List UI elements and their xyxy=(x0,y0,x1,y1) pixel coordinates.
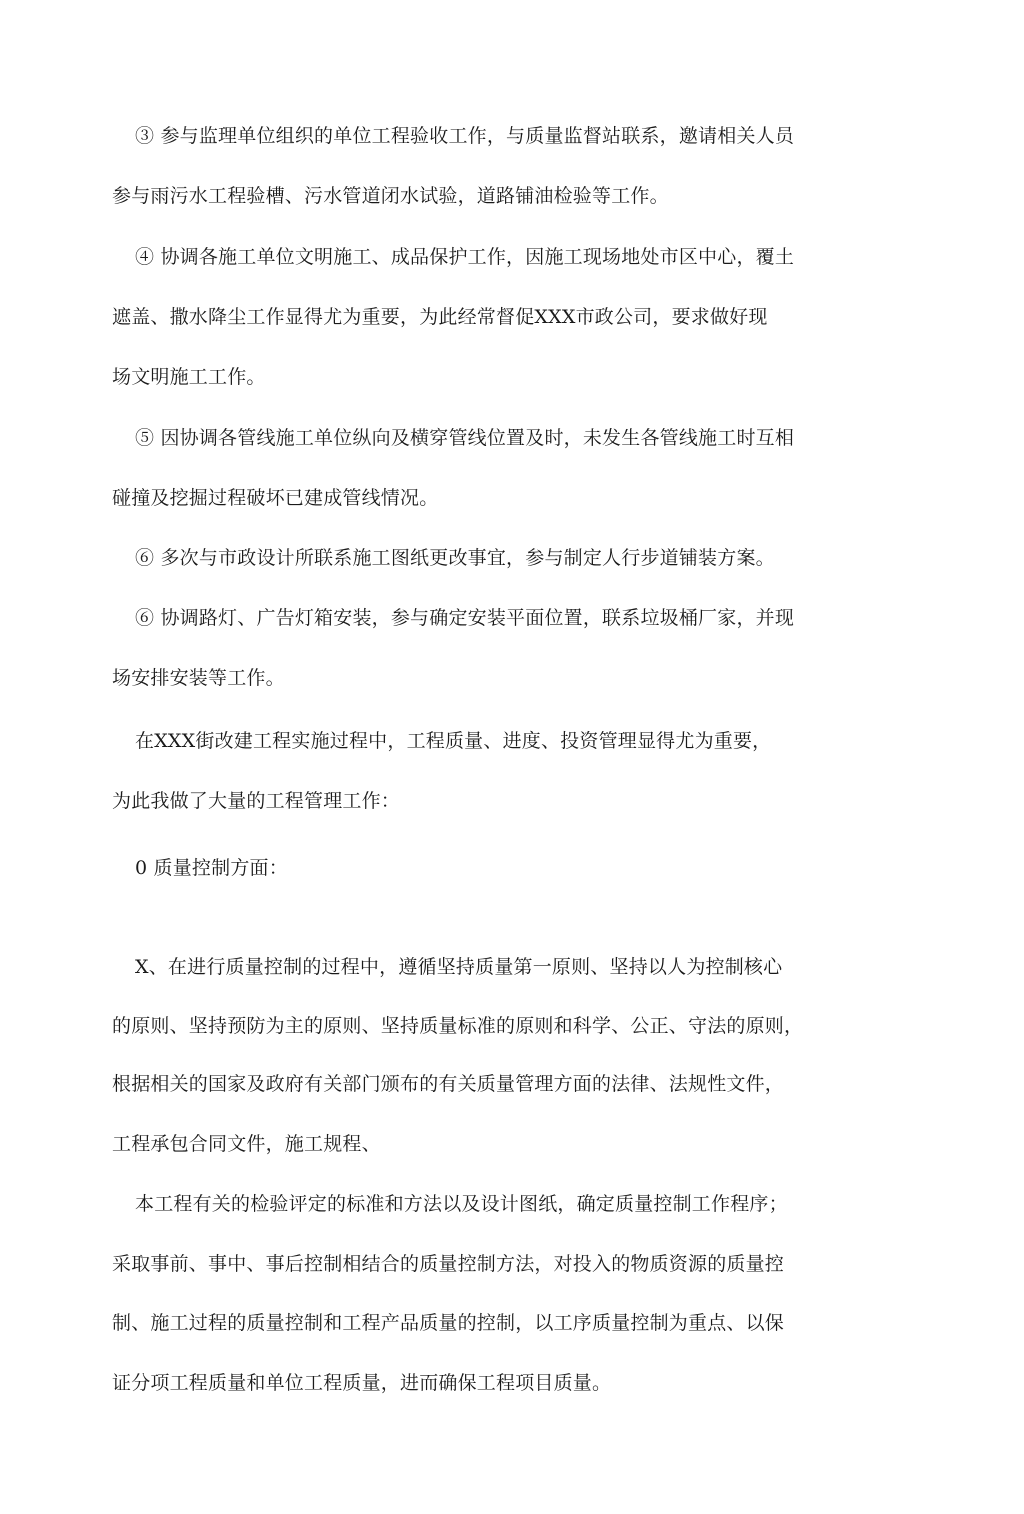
paragraph-10-line-3: 制、施工过程的质量控制和工程产品质量的控制，以工序质量控制为重点、以保 xyxy=(112,1312,785,1334)
paragraph-3-line-1: ③ 参与监理单位组织的单位工程验收工作，与质量监督站联系，邀请相关人员 xyxy=(135,125,795,147)
section-heading-quality: 0 质量控制方面： xyxy=(135,857,288,879)
paragraph-9-line-4: 工程承包合同文件，施工规程、 xyxy=(112,1133,381,1155)
paragraph-6-line-1: ⑥ 多次与市政设计所联系施工图纸更改事宜，参与制定人行步道铺装方案。 xyxy=(135,547,775,569)
paragraph-4-line-2: 遮盖、撒水降尘工作显得尤为重要，为此经常督促XXX市政公司，要求做好现 xyxy=(112,306,768,328)
paragraph-7-line-1: ⑥ 协调路灯、广告灯箱安装，参与确定安装平面位置，联系垃圾桶厂家，并现 xyxy=(135,607,795,629)
paragraph-9-line-2: 的原则、坚持预防为主的原则、坚持质量标准的原则和科学、公正、守法的原则， xyxy=(112,1015,804,1037)
paragraph-8-line-2: 为此我做了大量的工程管理工作： xyxy=(112,790,401,812)
paragraph-5-line-1: ⑤ 因协调各管线施工单位纵向及横穿管线位置及时，未发生各管线施工时互相 xyxy=(135,427,795,449)
paragraph-9-line-1: X、在进行质量控制的过程中，遵循坚持质量第一原则、坚持以人为控制核心 xyxy=(135,956,783,978)
paragraph-9-line-3: 根据相关的国家及政府有关部门颁布的有关质量管理方面的法律、法规性文件， xyxy=(112,1073,785,1095)
paragraph-10-line-4: 证分项工程质量和单位工程质量，进而确保工程项目质量。 xyxy=(112,1372,612,1394)
paragraph-4-line-1: ④ 协调各施工单位文明施工、成品保护工作，因施工现场地处市区中心，覆土 xyxy=(135,246,795,268)
paragraph-4-line-3: 场文明施工工作。 xyxy=(112,366,266,388)
paragraph-10-line-1: 本工程有关的检验评定的标准和方法以及设计图纸，确定质量控制工作程序； xyxy=(135,1193,788,1215)
paragraph-7-line-2: 场安排安装等工作。 xyxy=(112,667,285,689)
paragraph-3-line-2: 参与雨污水工程验槽、污水管道闭水试验，道路铺油检验等工作。 xyxy=(112,185,669,207)
paragraph-10-line-2: 采取事前、事中、事后控制相结合的质量控制方法，对投入的物质资源的质量控 xyxy=(112,1253,785,1275)
paragraph-5-line-2: 碰撞及挖掘过程破坏已建成管线情况。 xyxy=(112,487,439,509)
paragraph-8-line-1: 在XXX街改建工程实施过程中，工程质量、进度、投资管理显得尤为重要， xyxy=(135,730,772,752)
